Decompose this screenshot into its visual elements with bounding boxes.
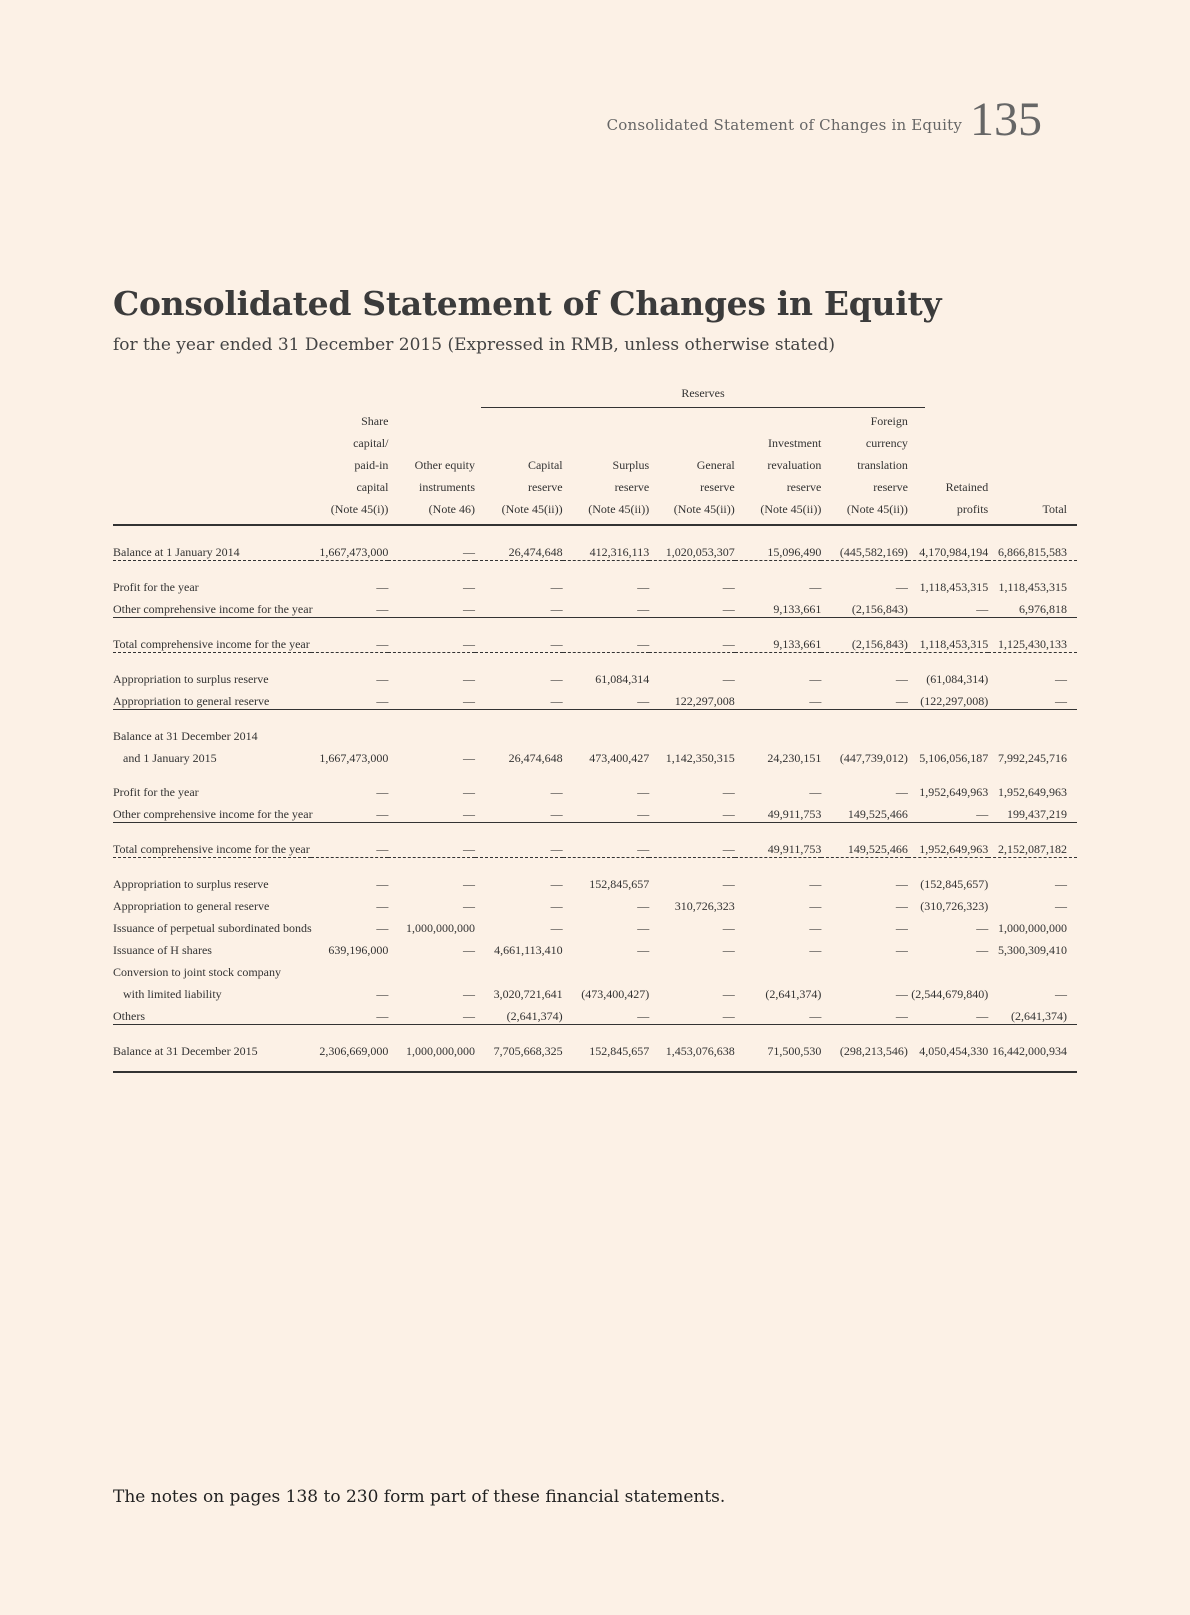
value-cell: —	[376, 580, 389, 594]
value-cell: —	[463, 694, 475, 708]
header-line	[113, 454, 1077, 476]
value-cell: —	[376, 987, 389, 1001]
value-cell: 1,000,000,000	[998, 921, 1067, 935]
value-cell: 26,474,648	[508, 545, 563, 559]
value-cell: 1,667,473,000	[319, 545, 389, 559]
value-cell: 2,306,669,000	[319, 1044, 389, 1058]
value-cell	[563, 722, 650, 744]
column-header-cell	[988, 410, 1077, 432]
header-spacer	[113, 410, 311, 432]
value-cell: (445,582,169)	[839, 545, 908, 559]
value-cell: —	[550, 921, 563, 935]
value-cell: —	[463, 751, 475, 765]
row-label: Issuance of perpetual subordinated bonds	[113, 921, 312, 935]
value-cell: —	[722, 580, 735, 594]
statement-rows	[113, 525, 1077, 1073]
row-label: Balance at 31 December 2014	[113, 729, 258, 743]
value-cell: —	[895, 899, 908, 913]
row-label: Other comprehensive income for the year	[113, 807, 313, 821]
value-cell: —	[376, 1009, 389, 1023]
column-header-cell	[388, 432, 475, 454]
row-label: with limited liability	[123, 987, 222, 1001]
value-cell: —	[637, 580, 650, 594]
header-line	[113, 498, 1077, 520]
value-cell: 26,474,648	[508, 751, 563, 765]
value-cell: —	[637, 602, 650, 616]
value-cell: 5,300,309,410	[998, 943, 1067, 957]
column-header-cell: Share	[361, 414, 389, 428]
value-cell	[311, 722, 388, 744]
value-cell: —	[809, 785, 822, 799]
column-header-cell: capital/	[353, 436, 389, 450]
value-cell: 6,976,818	[1019, 602, 1067, 616]
value-cell	[475, 722, 563, 744]
value-cell: —	[550, 602, 563, 616]
value-cell: (122,297,008)	[920, 694, 989, 708]
value-cell: —	[463, 987, 475, 1001]
table-row	[113, 800, 1077, 823]
value-cell: —	[550, 694, 563, 708]
value-cell: —	[637, 807, 650, 821]
column-header-cell	[908, 454, 988, 476]
table-row	[113, 980, 1077, 1002]
value-cell: 1,000,000,000	[406, 921, 475, 935]
value-cell: —	[463, 899, 475, 913]
value-cell: 199,437,219	[1007, 807, 1067, 821]
table-row	[113, 914, 1077, 936]
value-cell: 61,084,314	[595, 672, 650, 686]
value-cell: —	[550, 637, 563, 651]
table-row	[113, 892, 1077, 914]
column-header-cell	[388, 410, 475, 432]
value-cell: 49,911,753	[767, 807, 822, 821]
value-cell: —	[895, 1009, 908, 1023]
value-cell: —	[809, 1009, 822, 1023]
row-spacer	[113, 710, 1077, 722]
value-cell: 9,133,661	[773, 637, 822, 651]
column-header-cell	[988, 476, 1077, 498]
value-cell: 1,667,473,000	[319, 751, 389, 765]
value-cell: 71,500,530	[767, 1044, 822, 1058]
value-cell: —	[809, 921, 822, 935]
value-cell: 4,050,454,330	[919, 1044, 989, 1058]
value-cell: 152,845,657	[589, 1044, 650, 1058]
header-spacer	[113, 454, 311, 476]
value-cell: —	[637, 899, 650, 913]
equity-statement-table	[113, 386, 1077, 1073]
value-cell: —	[463, 545, 475, 559]
header-line	[113, 410, 1077, 432]
value-cell: —	[376, 672, 389, 686]
table-row	[113, 687, 1077, 710]
column-header-cell	[988, 454, 1077, 476]
value-cell: (2,156,843)	[851, 637, 908, 651]
value-cell: (2,544,679,840)	[911, 987, 989, 1001]
value-cell: —	[722, 943, 735, 957]
value-cell: —	[637, 785, 650, 799]
value-cell	[311, 958, 388, 980]
column-header-cell: reserve	[786, 480, 822, 494]
value-cell: —	[637, 943, 650, 957]
column-header-cell: revaluation	[767, 458, 822, 472]
value-cell: 49,911,753	[767, 842, 822, 856]
value-cell	[735, 722, 822, 744]
row-rule	[113, 1072, 1077, 1073]
column-header-cell	[563, 432, 650, 454]
value-cell: —	[637, 637, 650, 651]
value-cell: —	[463, 943, 475, 957]
header-spacer	[113, 432, 311, 454]
value-cell: —	[463, 1009, 475, 1023]
column-header-cell: paid-in	[354, 458, 389, 472]
column-header-cell	[649, 410, 735, 432]
row-label: and 1 January 2015	[123, 751, 217, 765]
column-header-cell: General	[696, 458, 735, 472]
page-title: Consolidated Statement of Changes in Equity	[113, 284, 942, 323]
value-cell: 152,845,657	[589, 877, 650, 891]
column-header-cell: Retained	[945, 480, 989, 494]
footnote: The notes on pages 138 to 230 form part of these financial statements.	[113, 1487, 726, 1507]
column-header-cell: Other equity	[414, 458, 475, 472]
value-cell: —	[895, 987, 908, 1001]
value-cell: —	[376, 877, 389, 891]
row-label: Total comprehensive income for the year	[113, 842, 310, 856]
column-header-cell: (Note 45(i))	[330, 502, 389, 516]
value-cell: —	[550, 785, 563, 799]
value-cell: (2,641,374)	[506, 1009, 563, 1023]
running-header	[606, 93, 1042, 146]
value-cell: —	[976, 921, 989, 935]
column-header-cell: Capital	[527, 458, 563, 472]
value-cell	[388, 722, 475, 744]
value-cell: (2,156,843)	[851, 602, 908, 616]
value-cell: —	[722, 785, 735, 799]
value-cell: —	[976, 807, 989, 821]
column-header-cell: (Note 45(ii))	[846, 502, 908, 516]
value-cell: —	[376, 637, 389, 651]
value-cell: (310,726,323)	[920, 899, 989, 913]
value-cell: —	[463, 807, 475, 821]
reserves-rule	[481, 407, 925, 408]
table-row	[113, 538, 1077, 561]
table-row	[113, 722, 1077, 744]
reserves-group-header	[113, 386, 1077, 410]
value-cell: —	[463, 580, 475, 594]
header-line	[113, 432, 1077, 454]
value-cell: 3,020,721,641	[493, 987, 563, 1001]
value-cell: —	[895, 785, 908, 799]
value-cell: —	[637, 694, 650, 708]
value-cell: —	[463, 672, 475, 686]
table-row	[113, 573, 1077, 595]
table-row	[113, 744, 1077, 766]
value-cell: —	[1055, 899, 1067, 913]
row-label: Total comprehensive income for the year	[113, 637, 310, 651]
row-label: Balance at 31 December 2015	[113, 1044, 258, 1058]
value-cell: —	[637, 1009, 650, 1023]
value-cell: —	[376, 842, 389, 856]
value-cell: 1,118,453,315	[998, 580, 1067, 594]
value-cell: 24,230,151	[767, 751, 822, 765]
value-cell: —	[722, 842, 735, 856]
value-cell: 4,661,113,410	[494, 943, 563, 957]
value-cell: (298,213,546)	[839, 1044, 908, 1058]
column-header-cell: (Note 45(ii))	[760, 502, 822, 516]
value-cell: 1,142,350,315	[665, 751, 735, 765]
value-cell	[388, 958, 475, 980]
column-header-cell	[649, 432, 735, 454]
value-cell: —	[1055, 694, 1067, 708]
value-cell: 5,106,056,187	[919, 751, 989, 765]
value-cell: —	[722, 602, 735, 616]
value-cell: (2,641,374)	[1011, 1009, 1067, 1023]
row-spacer	[113, 618, 1077, 630]
value-cell: —	[376, 785, 389, 799]
value-cell	[988, 958, 1077, 980]
value-cell: 6,866,815,583	[998, 545, 1067, 559]
value-cell: 1,118,453,315	[919, 580, 989, 594]
table-row	[113, 936, 1077, 958]
value-cell: —	[463, 877, 475, 891]
value-cell: (447,739,012)	[839, 751, 908, 765]
value-cell: —	[809, 899, 822, 913]
row-spacer	[113, 1059, 1077, 1072]
value-cell: —	[809, 672, 822, 686]
header-line	[113, 476, 1077, 498]
value-cell: —	[550, 807, 563, 821]
value-cell	[821, 722, 908, 744]
value-cell: 1,000,000,000	[406, 1044, 475, 1058]
row-label: Other comprehensive income for the year	[113, 602, 313, 616]
value-cell: 9,133,661	[773, 602, 822, 616]
value-cell: —	[463, 637, 475, 651]
value-cell	[475, 958, 563, 980]
reserves-label: Reserves	[681, 386, 725, 400]
row-label: Issuance of H shares	[113, 943, 212, 957]
value-cell: 473,400,427	[589, 751, 650, 765]
row-label: Appropriation to surplus reserve	[113, 672, 269, 686]
column-header-cell: (Note 45(ii))	[588, 502, 650, 516]
column-header-cell	[735, 410, 822, 432]
column-header-cell: profits	[956, 502, 989, 516]
value-cell: —	[895, 921, 908, 935]
page-number: 135	[970, 93, 1042, 146]
value-cell: —	[722, 637, 735, 651]
column-headers	[113, 410, 1077, 525]
value-cell: —	[1055, 672, 1067, 686]
row-label: Profit for the year	[113, 785, 199, 799]
value-cell: —	[376, 921, 389, 935]
value-cell: —	[809, 580, 822, 594]
column-header-cell: Total	[1042, 502, 1067, 516]
value-cell: —	[637, 921, 650, 935]
column-header-cell: reserve	[527, 480, 563, 494]
value-cell: —	[722, 877, 735, 891]
value-cell: —	[376, 807, 389, 821]
value-cell: —	[550, 877, 563, 891]
value-cell: —	[722, 1009, 735, 1023]
column-header-cell: (Note 45(ii))	[501, 502, 563, 516]
header-spacer	[113, 476, 311, 498]
value-cell: —	[895, 877, 908, 891]
value-cell: —	[895, 943, 908, 957]
value-cell: —	[463, 785, 475, 799]
value-cell	[649, 958, 735, 980]
table-row	[113, 1002, 1077, 1025]
row-label: Profit for the year	[113, 580, 199, 594]
value-cell: —	[550, 899, 563, 913]
table-row	[113, 630, 1077, 653]
value-cell: —	[722, 672, 735, 686]
value-cell: —	[976, 943, 989, 957]
value-cell: —	[809, 877, 822, 891]
value-cell: —	[976, 1009, 989, 1023]
row-spacer	[113, 766, 1077, 778]
table-row	[113, 778, 1077, 800]
value-cell: —	[376, 899, 389, 913]
value-cell: —	[722, 807, 735, 821]
value-cell: 1,020,053,307	[665, 545, 735, 559]
value-cell: 2,152,087,182	[998, 842, 1067, 856]
column-header-cell: Foreign	[870, 414, 908, 428]
row-spacer	[113, 653, 1077, 665]
value-cell	[908, 722, 988, 744]
row-label: Others	[113, 1009, 145, 1023]
table-row	[113, 665, 1077, 687]
value-cell: 412,316,113	[589, 545, 650, 559]
value-cell: 1,952,649,963	[998, 785, 1067, 799]
column-header-cell: reserve	[614, 480, 650, 494]
value-cell: 1,125,430,133	[998, 637, 1067, 651]
value-cell: 149,525,466	[847, 807, 908, 821]
value-cell: —	[463, 842, 475, 856]
value-cell: —	[722, 987, 735, 1001]
value-cell: —	[376, 602, 389, 616]
running-header-title: Consolidated Statement of Changes in Equity	[606, 116, 962, 134]
row-spacer	[113, 1025, 1077, 1037]
value-cell	[649, 722, 735, 744]
value-cell: 1,453,076,638	[665, 1044, 735, 1058]
value-cell	[563, 958, 650, 980]
value-cell	[821, 958, 908, 980]
column-header-cell: reserve	[700, 480, 735, 494]
statement-grid	[113, 410, 1077, 1073]
column-header-cell: translation	[857, 458, 908, 472]
column-header-cell: instruments	[419, 480, 475, 494]
value-cell: 122,297,008	[674, 694, 735, 708]
row-spacer	[113, 526, 1077, 538]
value-cell: 15,096,490	[767, 545, 822, 559]
column-header-cell: (Note 46)	[428, 502, 475, 516]
value-cell	[735, 958, 822, 980]
page-subtitle: for the year ended 31 December 2015 (Expressed in RMB, unless otherwise stated)	[113, 335, 835, 355]
value-cell: 16,442,000,934	[992, 1044, 1067, 1058]
table-row	[113, 1037, 1077, 1059]
column-header-cell	[563, 410, 650, 432]
value-cell: (473,400,427)	[581, 987, 650, 1001]
header-spacer	[113, 498, 311, 520]
value-cell: —	[637, 842, 650, 856]
value-cell: —	[895, 694, 908, 708]
value-cell: —	[722, 921, 735, 935]
value-cell: —	[1055, 987, 1067, 1001]
value-cell: 7,992,245,716	[998, 751, 1067, 765]
column-header-cell	[908, 432, 988, 454]
table-row	[113, 958, 1077, 980]
value-cell: 1,952,649,963	[919, 785, 989, 799]
value-cell: —	[895, 580, 908, 594]
column-header-cell: capital	[356, 480, 389, 494]
table-row	[113, 835, 1077, 858]
table-row	[113, 595, 1077, 618]
value-cell: (2,641,374)	[765, 987, 822, 1001]
value-cell: 639,196,000	[328, 943, 389, 957]
value-cell	[908, 958, 988, 980]
value-cell: (61,084,314)	[926, 672, 989, 686]
value-cell: —	[550, 580, 563, 594]
value-cell	[988, 722, 1077, 744]
row-label: Appropriation to general reserve	[113, 694, 270, 708]
row-spacer	[113, 858, 1077, 870]
table-row	[113, 870, 1077, 892]
column-header-cell: currency	[865, 436, 908, 450]
row-label: Appropriation to general reserve	[113, 899, 270, 913]
value-cell: 310,726,323	[674, 899, 735, 913]
row-spacer	[113, 823, 1077, 835]
column-header-cell: Investment	[768, 436, 822, 450]
value-cell: —	[1055, 877, 1067, 891]
value-cell: —	[809, 943, 822, 957]
value-cell: 4,170,984,194	[919, 545, 989, 559]
value-cell: —	[809, 694, 822, 708]
column-header-cell: reserve	[873, 480, 908, 494]
value-cell: —	[463, 602, 475, 616]
row-label: Balance at 1 January 2014	[113, 545, 240, 559]
column-header-cell	[908, 410, 988, 432]
column-header-cell	[988, 432, 1077, 454]
value-cell: 1,952,649,963	[919, 842, 989, 856]
value-cell: —	[550, 672, 563, 686]
value-cell: 149,525,466	[847, 842, 908, 856]
value-cell: —	[976, 602, 989, 616]
value-cell: 7,705,668,325	[493, 1044, 563, 1058]
value-cell: —	[550, 842, 563, 856]
row-spacer	[113, 561, 1077, 573]
row-label: Conversion to joint stock company	[113, 965, 281, 979]
value-cell: 1,118,453,315	[919, 637, 989, 651]
value-cell: —	[895, 672, 908, 686]
column-header-cell	[475, 432, 563, 454]
value-cell: —	[376, 694, 389, 708]
column-header-cell: (Note 45(ii))	[673, 502, 735, 516]
row-label: Appropriation to surplus reserve	[113, 877, 269, 891]
column-header-cell: Surplus	[612, 458, 650, 472]
value-cell: (152,845,657)	[920, 877, 989, 891]
column-header-cell	[475, 410, 563, 432]
